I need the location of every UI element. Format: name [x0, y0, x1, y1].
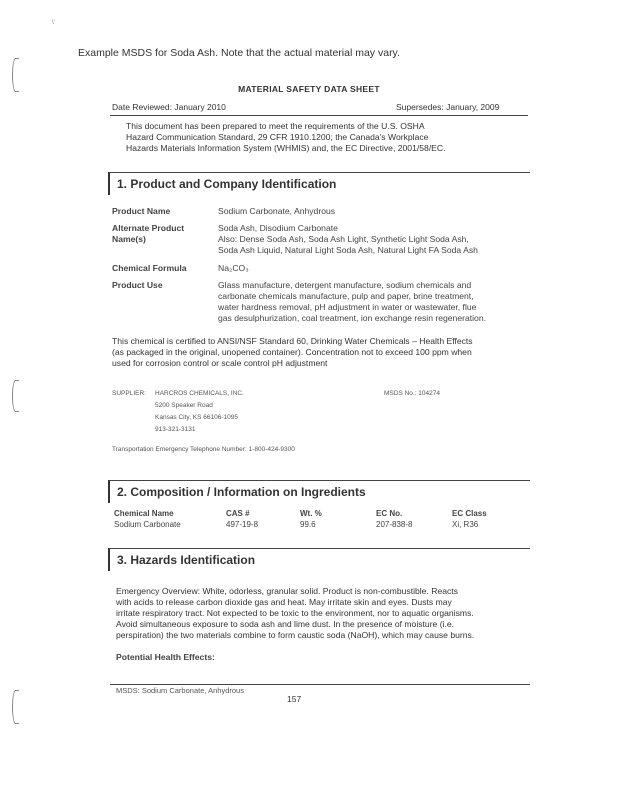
certification-line: This chemical is certified to ANSI/NSF Standard 60, Drinking Water Chemicals – Health Effects	[112, 336, 473, 346]
col-header-ec-no: EC No.	[376, 509, 403, 518]
alternate-name-line: Soda Ash Liquid, Natural Light Soda Ash, Natural Light FA Soda Ash	[218, 245, 478, 255]
overview-line: perspiration) the two materials combine to form caustic soda (NaOH), which may cause burns.	[116, 630, 475, 640]
cell-cas: 497-19-8	[226, 520, 259, 529]
chemical-formula-value: Na₂CO₃	[218, 263, 249, 273]
overview-line: Avoid simultaneous exposure to soda ash and lime dust. In the presence of moisture (i.e.	[116, 619, 455, 629]
alternate-name-line: Soda Ash, Disodium Carbonate	[218, 223, 338, 233]
alternate-name-values	[218, 223, 478, 256]
prepared-line: Hazard Communication Standard, 29 CFR 1910.1200; the Canada's Workplace	[126, 132, 429, 142]
alternate-name-line: Also: Dense Soda Ash, Soda Ash Light, Synthetic Light Soda Ash,	[218, 234, 469, 244]
emergency-overview	[116, 586, 474, 641]
cell-chemical-name: Sodium Carbonate	[114, 520, 181, 529]
transport-emergency-phone: Transportation Emergency Telephone Number: 1-800-424-9300	[112, 446, 295, 453]
footer-product: MSDS: Sodium Carbonate, Anhydrous	[116, 686, 244, 695]
section-3-title: 3. Hazards Identification	[117, 553, 256, 567]
section-1-title: 1. Product and Company Identification	[117, 177, 337, 191]
cell-wt: 99.6	[300, 520, 316, 529]
supplier-address	[155, 388, 244, 436]
supplier-line: 5200 Speaker Road	[155, 402, 213, 409]
date-reviewed: Date Reviewed: January 2010	[112, 102, 226, 112]
prepared-line: Hazards Materials Information System (WHMIS) and, the EC Directive, 2001/58/EC.	[126, 143, 446, 153]
product-use-line: gas desulphurization, coal treatment, ion exchange resin regeneration.	[218, 313, 487, 323]
product-use-label: Product Use	[112, 280, 163, 290]
product-use-values	[218, 280, 486, 324]
col-header-cas: CAS #	[226, 509, 250, 518]
header-rule	[110, 115, 528, 116]
supplier-line: HARCROS CHEMICALS, INC.	[155, 390, 244, 397]
product-use-line: carbonate chemicals manufacture, pulp and paper, brine treatment,	[218, 291, 474, 301]
document-title: MATERIAL SAFETY DATA SHEET	[238, 84, 380, 94]
section-1-header	[108, 172, 530, 195]
alternate-name-label-line: Alternate Product	[112, 223, 185, 233]
section-3-header	[108, 548, 530, 571]
chemical-formula-label: Chemical Formula	[112, 263, 187, 273]
product-use-line: water hardness removal, pH adjustment in water or wastewater, flue	[218, 302, 477, 312]
overview-line: irritate respiratory tract. Not expected to be toxic to the environment, nor to aquatic organisms.	[116, 608, 474, 618]
cell-ec-class: Xi, R36	[452, 520, 479, 529]
supplier-line: Kansas City, KS 66106-1095	[155, 414, 238, 421]
msds-number: MSDS No.: 104274	[384, 390, 441, 397]
prepared-statement	[126, 121, 446, 154]
col-header-chemical-name: Chemical Name	[114, 509, 174, 518]
supplier-line: 913-321-3131	[155, 426, 196, 433]
intro-note: Example MSDS for Soda Ash. Note that the actual material may vary.	[78, 47, 400, 59]
potential-health-effects-heading: Potential Health Effects:	[116, 652, 215, 662]
product-name-value: Sodium Carbonate, Anhydrous	[218, 206, 336, 216]
cell-ec-no: 207-838-8	[376, 520, 413, 529]
section-2-header	[108, 480, 530, 503]
certification-line: used for corrosion control or scale control pH adjustment	[112, 358, 328, 368]
page-number: 157	[287, 694, 302, 704]
section-2-title: 2. Composition / Information on Ingredients	[117, 485, 366, 499]
alternate-name-label	[112, 223, 184, 245]
scan-speck: \'	[52, 20, 55, 26]
col-header-ec-class: EC Class	[452, 509, 487, 518]
alternate-name-label-line: Name(s)	[112, 234, 146, 244]
overview-line: Emergency Overview: White, odorless, granular solid. Product is non-combustible. Reacts	[116, 586, 458, 596]
supplier-label: SUPPLIER:	[112, 390, 146, 397]
overview-line: with acids to release carbon dioxide gas and heat. May irritate skin and eyes. Dusts may	[116, 597, 452, 607]
certification-statement	[112, 336, 473, 369]
binding-hole-mark-bottom	[12, 690, 19, 724]
supersedes-date: Supersedes: January, 2009	[396, 102, 500, 112]
product-name-label: Product Name	[112, 206, 171, 216]
col-header-wt: Wt. %	[300, 509, 322, 518]
certification-line: (as packaged in the original, unopened container). Concentration not to exceed 100 ppm when	[112, 347, 472, 357]
prepared-line: This document has been prepared to meet the requirements of the U.S. OSHA	[126, 121, 425, 131]
binding-hole-mark-middle	[12, 380, 19, 412]
product-use-line: Glass manufacture, detergent manufacture, sodium chemicals and	[218, 280, 472, 290]
